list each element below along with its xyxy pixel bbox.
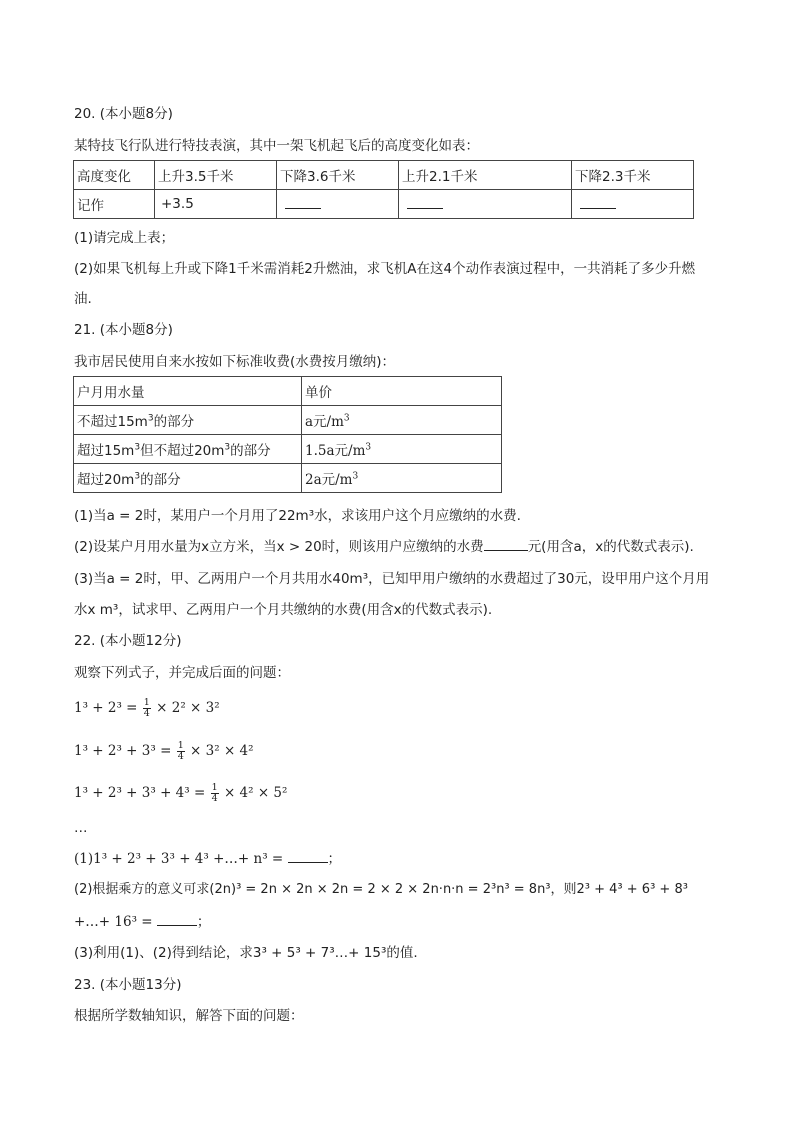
table-cell	[302, 435, 502, 464]
table-cell	[74, 435, 302, 464]
q20-part2-line2: 油.	[74, 291, 92, 307]
q20-header: 20. (本小题8分)	[74, 106, 173, 122]
fraction-one-quarter	[211, 783, 219, 804]
equation-rhs: × 2² × 3²	[156, 700, 220, 716]
exponent: 3	[365, 442, 372, 453]
q22-part2-line1: (2)根据乘方的意义可求(2n)³ = 2n × 2n × 2n = 2 × 2 × 2n·n·n = 2³n³ = 8n³，则2³ + 4³ + 6³ + 8³	[74, 882, 688, 897]
q23-stem: 根据所学数轴知识，解答下面的问题：	[74, 1008, 304, 1024]
table-cell: 上升2.1千米	[399, 161, 572, 190]
equation-rhs: × 4² × 5²	[223, 785, 288, 801]
q20-part1: (1)请完成上表；	[74, 230, 175, 246]
table-cell	[277, 190, 399, 219]
exponent: 3	[224, 442, 231, 453]
answer-blank	[157, 913, 197, 926]
fraction-one-quarter	[177, 741, 185, 762]
cell-text: 超过15m	[77, 443, 135, 459]
exponent: 3	[134, 471, 141, 482]
fraction-denominator: 4	[143, 708, 150, 719]
q23-header: 23. (本小题13分)	[74, 977, 182, 993]
cell-text: 的部分	[230, 443, 271, 459]
q22-header: 22. (本小题12分)	[74, 633, 182, 649]
q22-part1	[74, 849, 341, 869]
equation-lhs: 1³ + 2³ + 3³ + 4³ =	[74, 785, 206, 801]
fraction-denominator: 4	[177, 751, 184, 762]
q22-ellipsis: …	[74, 820, 88, 836]
fraction-numerator: 1	[143, 697, 150, 708]
cell-text: 的部分	[153, 414, 195, 430]
q21-part2	[74, 537, 694, 557]
answer-blank	[484, 538, 528, 551]
fraction-numerator: 1	[177, 740, 184, 751]
table-cell: 下降3.6千米	[277, 161, 399, 190]
q22-part2-text: +…+ 16³ =	[74, 914, 153, 930]
q21-part2-text: (2)设某户月用水量为x立方米，当x > 20时，则该用户应缴纳的水费	[74, 539, 484, 555]
answer-blank	[580, 196, 616, 209]
equation-lhs: 1³ + 2³ =	[74, 700, 138, 716]
table-cell	[74, 464, 302, 493]
q21-part1: (1)当a = 2时，某用户一个月用了22m³水，求该用户这个月应缴纳的水费.	[74, 508, 521, 524]
cell-text: a元/m	[305, 414, 344, 430]
table-row	[74, 377, 502, 406]
equation-lhs: 1³ + 2³ + 3³ =	[74, 743, 172, 759]
equation-rhs: × 3² × 4²	[190, 743, 254, 759]
table-cell: 高度变化	[74, 161, 155, 190]
q21-part2-text-end: 元(用含a，x的代数式表示).	[527, 539, 694, 555]
table-cell: 上升3.5千米	[155, 161, 277, 190]
q21-part3-line1: (3)当a = 2时，甲、乙两用户一个月共用水40m³，已知甲用户缴纳的水费超过了30元，设甲用户这个月用	[74, 571, 710, 587]
table-cell	[74, 406, 302, 435]
table-row	[74, 435, 502, 464]
q22-part1-end: ；	[327, 851, 342, 867]
table-cell	[302, 406, 502, 435]
cell-text: 但不超过20m	[140, 443, 225, 459]
exponent: 3	[134, 442, 141, 453]
q22-part1-text: (1)1³ + 2³ + 3³ + 4³ +…+ n³ =	[74, 851, 284, 867]
q21-stem: 我市居民使用自来水按如下标准收费(水费按月缴纳)：	[74, 354, 396, 370]
q20-part2-line1: (2)如果飞机每上升或下降1千米需消耗2升燃油，求飞机A在这4个动作表演过程中，一共消耗了多少升燃	[74, 261, 696, 277]
q22-part2-end: ；	[196, 914, 211, 930]
q22-equation-3	[74, 783, 287, 804]
cell-text: 不超过15m	[77, 414, 148, 430]
q22-equation-2	[74, 741, 254, 762]
answer-blank	[288, 850, 328, 863]
table-row	[74, 406, 502, 435]
table-cell: 单价	[302, 377, 502, 406]
cell-text: 超过20m	[77, 472, 135, 488]
table-cell	[302, 464, 502, 493]
table-row	[74, 190, 694, 219]
table-cell	[399, 190, 572, 219]
cell-text: 2a元/m	[305, 472, 353, 488]
q22-part3: (3)利用(1)、(2)得到结论，求3³ + 5³ + 7³…+ 15³的值.	[74, 945, 418, 961]
q21-header: 21. (本小题8分)	[74, 322, 173, 338]
exponent: 3	[352, 471, 359, 482]
table-cell: 下降2.3千米	[572, 161, 694, 190]
table-row	[74, 161, 694, 190]
answer-blank	[285, 196, 321, 209]
q20-table	[73, 160, 694, 219]
q22-equation-1	[74, 698, 220, 719]
table-cell: 记作	[74, 190, 155, 219]
table-cell	[572, 190, 694, 219]
table-row	[74, 464, 502, 493]
fraction-denominator: 4	[211, 793, 218, 804]
fraction-numerator: 1	[211, 782, 218, 793]
exponent: 3	[343, 413, 350, 424]
q22-part2-line2	[74, 912, 210, 932]
q21-table	[73, 376, 502, 493]
table-cell: 户月用水量	[74, 377, 302, 406]
exponent: 3	[147, 413, 154, 424]
cell-text: 的部分	[140, 472, 181, 488]
answer-blank	[407, 196, 443, 209]
table-cell: +3.5	[155, 190, 277, 219]
fraction-one-quarter	[143, 698, 151, 719]
q21-part3-line2: 水x m³，试求甲、乙两用户一个月共缴纳的水费(用含x的代数式表示).	[74, 602, 493, 618]
q22-stem: 观察下列式子，并完成后面的问题：	[74, 665, 290, 681]
cell-text: 1.5a元/m	[305, 443, 366, 459]
q20-stem: 某特技飞行队进行特技表演，其中一架飞机起飞后的高度变化如表：	[74, 138, 479, 154]
